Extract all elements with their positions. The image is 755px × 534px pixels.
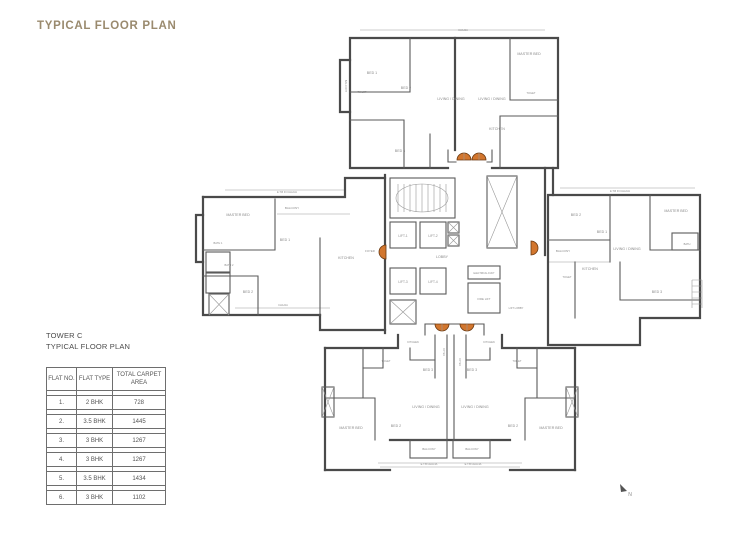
room-label: LIFT-2 (428, 234, 438, 238)
room-label: ELECTRICAL DUCT (473, 273, 495, 275)
room-label: MASTER BED (339, 426, 363, 430)
room-label: E.T.B IN CHAJJA (609, 190, 631, 193)
room-label: CHAJJA (278, 304, 288, 307)
room-label: FOYER (458, 357, 461, 367)
room-label: BED 1 (366, 71, 378, 75)
col-flat-type: FLAT TYPE (77, 368, 113, 391)
room-label: LIFT-4 (428, 280, 438, 284)
room-label: BATH 2 (224, 264, 234, 267)
room-label: FOYER (365, 249, 375, 253)
room-labels (214, 28, 691, 466)
room-label: LIVING / DINING (412, 405, 440, 409)
room-label: BED 2 (507, 424, 519, 428)
room-label: LIFT LOBBY (508, 307, 524, 310)
room-label: KITCHEN (483, 341, 495, 344)
door-swing-icon (531, 241, 538, 255)
table-row: 1. 2 BHK 728 (47, 396, 166, 410)
room-label: LIFT-1 (398, 234, 408, 238)
room-label: BALCONY (555, 249, 571, 253)
room-label: BED 3 (422, 368, 434, 372)
table-row: 6. 3 BHK 1102 (47, 491, 166, 505)
room-label: MASTER BED (517, 52, 541, 56)
col-carpet-area: TOTAL CARPET AREA (113, 368, 166, 391)
room-label: TOILET (526, 92, 536, 95)
table-row: 3. 3 BHK 1267 (47, 434, 166, 448)
door-swing-icon (379, 245, 386, 259)
room-label: BED 1 (596, 230, 608, 234)
room-label: MASTER BED (226, 213, 250, 217)
room-label: KITCHEN (582, 267, 598, 271)
north-label: N (628, 492, 632, 498)
room-label: TOILET (381, 360, 391, 363)
room-label: TOILET (357, 91, 367, 94)
room-label: BED 3 (651, 290, 663, 294)
room-label: MASTER BED (664, 209, 688, 213)
room-label: KITCHEN (407, 341, 419, 344)
room-label: BED 2 (242, 290, 254, 294)
room-label: BATH (683, 243, 691, 246)
room-label: LIVING / DINING (613, 247, 641, 251)
tower-subtitle: TYPICAL FLOOR PLAN (46, 341, 131, 351)
room-label: FOYER (442, 347, 445, 357)
room-label: BED 3 (394, 149, 406, 153)
room-label: BED 1 (279, 238, 291, 242)
room-label: BED 2 (570, 213, 582, 217)
north-indicator (620, 484, 632, 498)
room-label: E.T.B IN CHAJJA (276, 191, 298, 194)
room-label: TOILET (512, 360, 522, 363)
room-label: BALCONY (465, 447, 479, 451)
room-label: KITCHEN (338, 256, 354, 260)
room-label: BED 2 (400, 86, 412, 90)
room-label: LOBBY (436, 255, 448, 259)
room-label: LIFT-3 (398, 280, 408, 284)
room-label: LIVING / DINING (461, 405, 489, 409)
room-label: TOILET (562, 276, 572, 279)
room-label: LIVING / DINING (478, 97, 506, 101)
page-title: TYPICAL FLOOR PLAN (37, 20, 177, 32)
room-label: FIRE LIFT (477, 297, 491, 301)
north-arrow-icon (620, 484, 627, 492)
walls-outer (196, 38, 700, 470)
room-label: BED 2 (390, 424, 402, 428)
col-flat-no: FLAT NO. (47, 368, 77, 391)
table-row: 4. 3 BHK 1267 (47, 453, 166, 467)
room-label: BALCONY (344, 79, 347, 93)
table-row: 2. 3.5 BHK 1445 (47, 415, 166, 429)
room-label: MASTER BED (539, 426, 563, 430)
room-label: BALCONY (422, 447, 436, 451)
room-label: BALCONY (284, 206, 300, 210)
table-row: 5. 3.5 BHK 1434 (47, 472, 166, 486)
room-label: LIVING / DINING (437, 97, 465, 101)
room-label: BATH 1 (213, 242, 223, 245)
room-label: E.T.B CHAJJA (464, 463, 482, 466)
room-label: BED 3 (466, 368, 478, 372)
tower-name: TOWER C (46, 331, 83, 340)
room-label: E.T.B CHAJJA (420, 463, 438, 466)
room-label: KITCHEN (489, 127, 505, 131)
room-label: CHAJJA (458, 29, 468, 32)
